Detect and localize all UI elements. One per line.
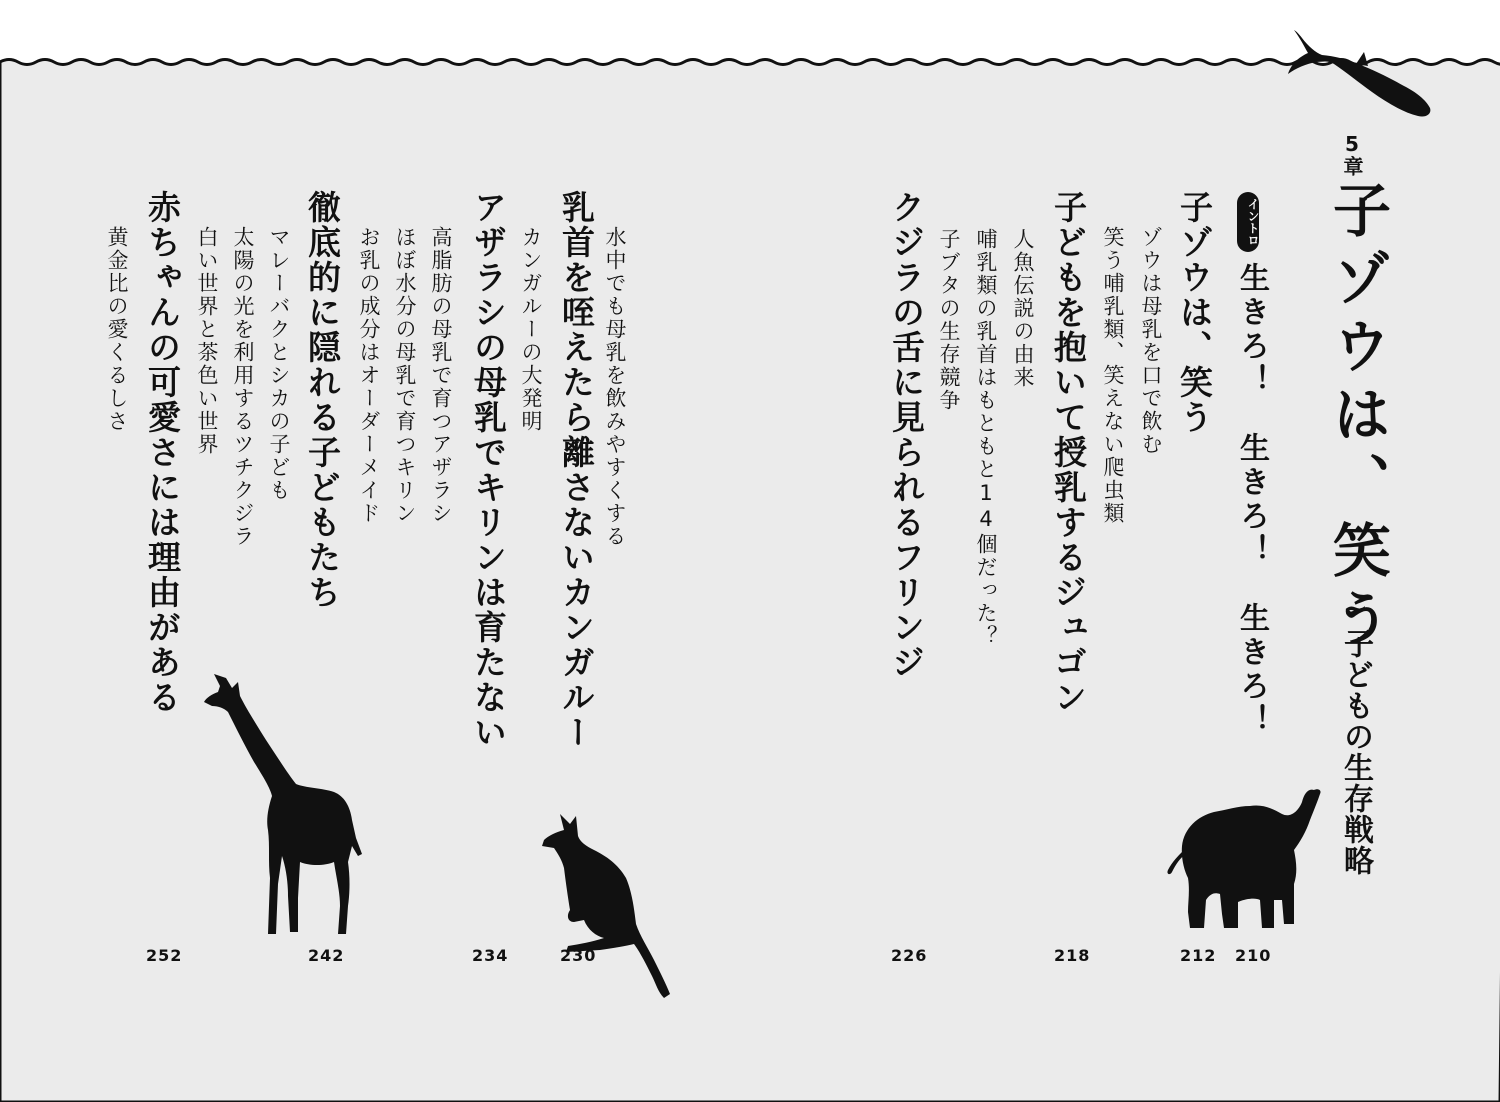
section-subheading: 黄金比の愛くるしさ <box>105 226 129 433</box>
chapter-number: 5章 <box>1340 132 1364 176</box>
section-subheading: 笑う哺乳類、笑えない爬虫類 <box>1101 226 1125 525</box>
elephant-silhouette <box>1164 784 1330 930</box>
giraffe-silhouette <box>202 670 368 940</box>
kangaroo-silhouette <box>540 812 674 1000</box>
section-subheading: カンガルーの大発明 <box>519 226 543 433</box>
page-number-218: 218 <box>1054 946 1091 965</box>
chapter-title: 子ゾウは、笑う <box>1323 180 1391 656</box>
section-subheading: 哺乳類の乳首はもともと14個だった？ <box>974 228 998 648</box>
section-heading: クジラの舌に見られるフリンジ <box>887 190 926 680</box>
section-subheading: 太陽の光を利用するツチクジラ <box>231 226 255 548</box>
page-number-252: 252 <box>146 946 183 965</box>
page-number-210: 210 <box>1235 946 1272 965</box>
section-subheading: ゾウは母乳を口で飲む <box>1139 226 1163 456</box>
section-heading: 子ゾウは、笑う <box>1175 190 1214 435</box>
section-heading: 子どもを抱いて授乳するジュゴン <box>1049 190 1088 715</box>
section-subheading: 水中でも母乳を飲みやすくする <box>603 226 627 548</box>
section-subheading: 白い世界と茶色い世界 <box>195 226 219 456</box>
page-number-226: 226 <box>891 946 928 965</box>
intro-heading: 生きろ！ 生きろ！ 生きろ！ <box>1234 262 1269 738</box>
section-subheading: 高脂肪の母乳で育つアザラシ <box>429 226 453 525</box>
section-subheading: 人魚伝説の由来 <box>1011 228 1035 389</box>
section-subheading: お乳の成分はオーダーメイド <box>357 226 381 525</box>
page-number-212: 212 <box>1180 946 1217 965</box>
page-number-242: 242 <box>308 946 345 965</box>
section-subheading: ほぼ水分の母乳で育つキリン <box>393 226 417 525</box>
section-heading: 徹底的に隠れる子どもたち <box>303 190 342 610</box>
section-heading: アザラシの母乳でキリンは育たない <box>469 190 508 750</box>
chapter-subtitle: ~子どもの生存戦略 <box>1338 592 1373 876</box>
section-subheading: 子ブタの生存競争 <box>937 228 961 412</box>
page-number-230: 230 <box>560 946 597 965</box>
intro-badge: イントロ <box>1237 192 1259 252</box>
whale-silhouette <box>1286 26 1436 122</box>
page-number-234: 234 <box>472 946 509 965</box>
section-heading: 赤ちゃんの可愛さには理由がある <box>143 190 182 715</box>
section-heading: 乳首を咥えたら離さないカンガルー <box>557 190 596 750</box>
section-subheading: マレーバクとシカの子ども <box>267 226 291 502</box>
